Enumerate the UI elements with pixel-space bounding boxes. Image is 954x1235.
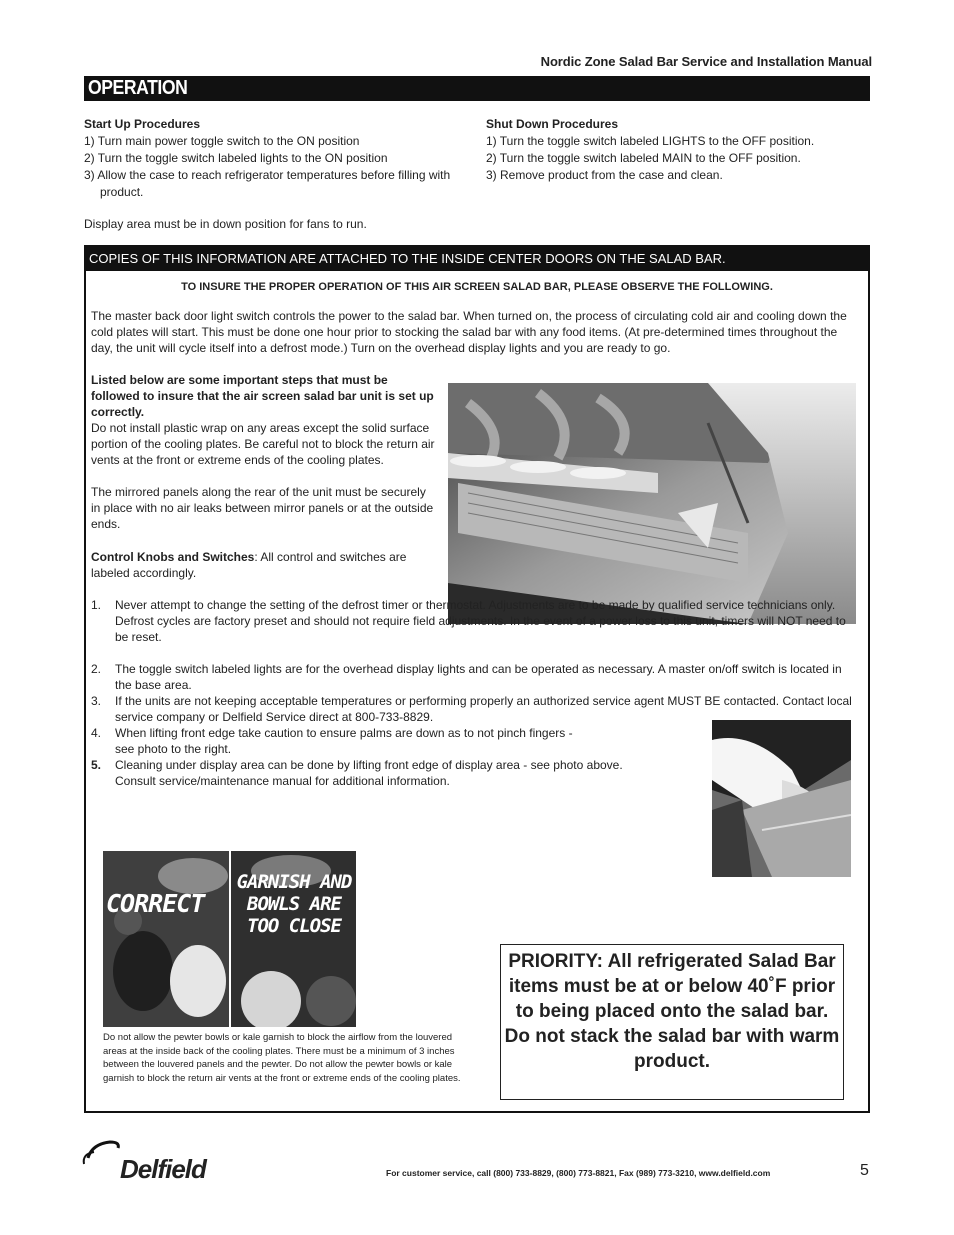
step-number: 3.: [91, 694, 102, 708]
display-note: Display area must be in down position for fans to run.: [84, 217, 367, 231]
controls-paragraph: [91, 549, 436, 581]
mirror-panels-paragraph: The mirrored panels along the rear of the unit must be securely in place with no air leaks between mirror panels or at the outside ends.: [91, 485, 434, 531]
display-raised-photo: [448, 383, 856, 624]
delfield-logo: [80, 1138, 265, 1183]
step-text: When lifting front edge take caution to ensure palms are down as to not pinch fingers - see photo to the right.: [115, 726, 573, 756]
too-close-label: GARNISH AND BOWLS ARE TOO CLOSE: [236, 871, 352, 937]
step-text: The toggle switch labeled lights are for the overhead display lights and can be operated as necessary. A master on/off switch is located in the base area.: [115, 662, 842, 692]
startup-item: 2) Turn the toggle switch labeled lights to the ON position: [84, 151, 388, 165]
plastic-wrap-paragraph: Do not install plastic wrap on any areas except the solid surface portion of the cooling plates. Be careful not to block the return air vents at the front or extreme ends of the cooling plates.: [91, 421, 435, 467]
step-text: Cleaning under display area can be done by lifting front edge of display area - see photo above. Consult service/maintenance manual for additional information.: [115, 758, 623, 788]
garnish-caption: Do not allow the pewter bowls or kale garnish to block the airflow from the louvered areas at the inside back of the cooling plates. There must be a minimum of 3 inches between the louvered panels and the pewter. Do not allow the pewter bowls or kale garnish to block the return air vents at the front or extreme ends of the cooling plates.: [103, 1032, 461, 1084]
startup-item: 1) Turn main power toggle switch to the ON position: [84, 134, 360, 148]
correct-label: CORRECT: [106, 889, 205, 918]
page-number: 5: [860, 1162, 869, 1179]
step-number: 1.: [91, 598, 102, 612]
shutdown-procedures: [486, 116, 866, 184]
info-box-header: [84, 245, 870, 271]
step-text: Never attempt to change the setting of the defrost timer or thermostat. Adjustments are to be made by qualified service technicians only. Defrost cycles are factory preset and should not require field adjustments. In the event of a power loss to this unit, timers will NOT need to be reset.: [115, 598, 846, 644]
section-title-bar: [84, 76, 870, 101]
startup-heading: Start Up Procedures: [84, 117, 201, 131]
step-number: 2.: [91, 662, 102, 676]
logo-wordmark: Delfield: [120, 1154, 206, 1184]
step-text: If the units are not keeping acceptable temperatures or performing properly an authorized service agent MUST BE contacted. Contact local service company or Delfield Service direct at 800-733-8829.: [115, 694, 852, 724]
startup-procedures: [84, 116, 454, 201]
step-number: 5.: [91, 758, 102, 772]
shutdown-item: 1) Turn the toggle switch labeled LIGHTS to the OFF position.: [486, 134, 815, 148]
shutdown-item: 2) Turn the toggle switch labeled MAIN to the OFF position.: [486, 151, 801, 165]
shutdown-heading: Shut Down Procedures: [486, 117, 619, 131]
customer-service-contact: For customer service, call (800) 733-8829, (800) 773-8821, Fax (989) 773-3210, www.delfield.com: [386, 1168, 771, 1178]
intro-paragraph: The master back door light switch controls the power to the salad bar. When turned on, the process of circulating cold air and cooling down the cold plates will start. This must be done one hour prior to stocking the salad bar with any food items. (At pre-determined times throughout the day, the unit will cycle itself into a defrost mode.) Turn on the overhead display lights and you are ready to go.: [91, 309, 847, 355]
info-box-header-text: COPIES OF THIS INFORMATION ARE ATTACHED TO THE INSIDE CENTER DOORS ON THE SALAD BAR.: [89, 251, 726, 266]
step-number: 4.: [91, 726, 102, 740]
controls-text: : All control and switches are labeled accordingly.: [91, 550, 407, 580]
hand-lifting-photo: [712, 720, 851, 877]
shutdown-item: 3) Remove product from the case and clean.: [486, 168, 723, 182]
insure-heading: TO INSURE THE PROPER OPERATION OF THIS AIR SCREEN SALAD BAR, PLEASE OBSERVE THE FOLLOWING.: [181, 281, 773, 293]
too-close-photo: [231, 851, 356, 1027]
manual-title: Nordic Zone Salad Bar Service and Installation Manual: [540, 54, 872, 69]
startup-item: 3) Allow the case to reach refrigerator temperatures before filling with product.: [84, 168, 451, 199]
correct-photo: [103, 851, 229, 1027]
controls-label: Control Knobs and Switches: [91, 550, 255, 564]
section-title: OPERATION: [88, 77, 188, 99]
steps-intro: Listed below are some important steps that must be followed to insure that the air screen salad bar unit is set up correctly.: [91, 373, 434, 419]
priority-text: PRIORITY: All refrigerated Salad Bar items must be at or below 40˚F prior to being placed onto the salad bar. Do not stack the salad bar with warm product.: [504, 951, 840, 1072]
priority-notice: [500, 944, 844, 1100]
